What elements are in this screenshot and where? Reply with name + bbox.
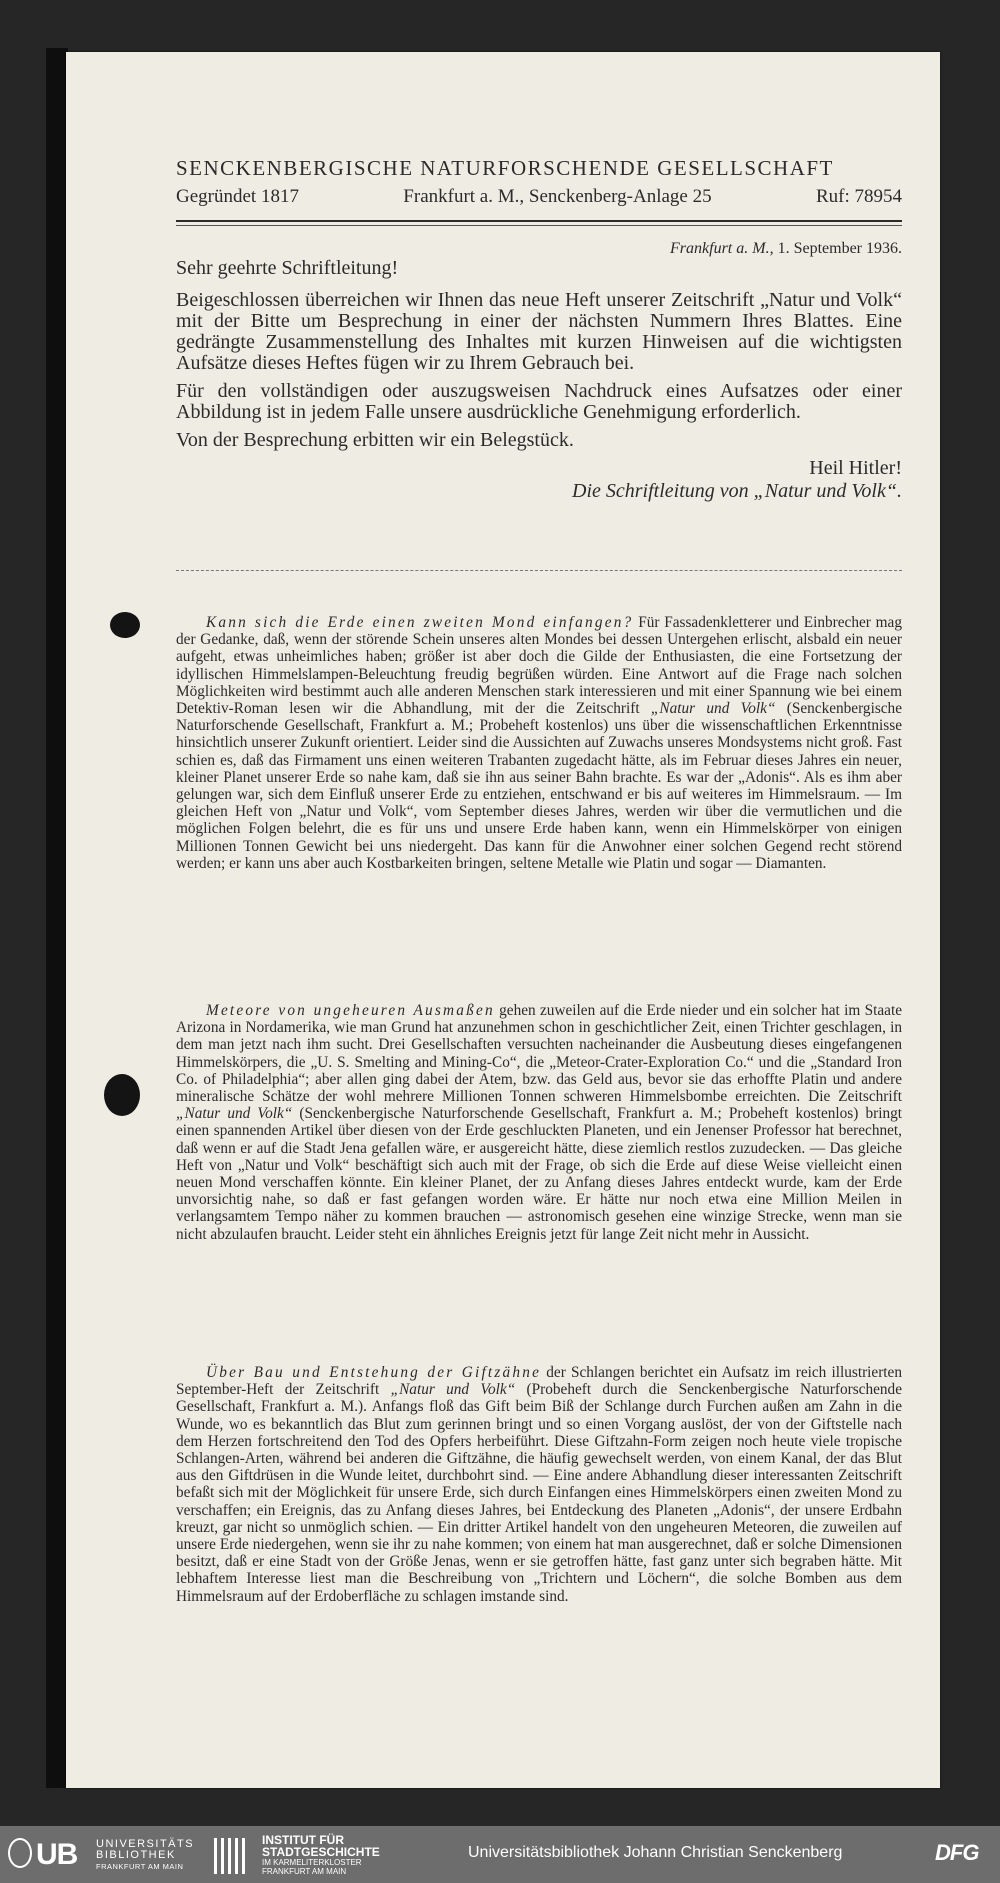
ub-name-line: UNIVERSITÄTS	[96, 1838, 195, 1850]
article-lead: Meteore von ungeheuren Ausmaßen	[206, 1002, 495, 1019]
dfg-logo[interactable]: DFG	[935, 1840, 979, 1865]
institute-name-line: IM KARMELITERKLOSTER	[262, 1858, 362, 1867]
punch-hole	[110, 612, 140, 638]
institute-logo-icon[interactable]	[214, 1838, 250, 1874]
ub-logo[interactable]	[8, 1838, 77, 1872]
letterhead-rule-thin	[176, 225, 902, 226]
article-journal-title: „Natur und Volk“	[390, 1381, 516, 1399]
article-text: (Senckenbergische Naturforschende Gesellschaft, Frankfurt a. M.; Probeheft kostenlos) uns über die wissenschaftlichen Erkenntnisse hinsichtlich unserer Zukunft orientiert. Leider sind die Aussichten auf Zuwachs unseres Mondsystems nicht groß. Fast schien es, daß das Firmament uns einen weiteren Trabanten zugedacht hätte, als im Februar dieses Jahres ein neuer, kleiner Planet unserer Erde so nahe kam, daß sie ihn aus seiner Bahn brachte. Es war der „Adonis“. Als es ihm aber gelungen war, sich dem Einfluß unserer Erde zu entziehen, entschwand er bis auf weiteres im Himmelsraum. — Im gleichen Heft von „Natur und Volk“, vom September dieses Jahres, werden wir über die vermutlichen und die möglichen Folgen belehrt, die es für uns und unsere Erde haben kann, wenn ein Himmelskörper von einigen Millionen Tonnen Gewicht bei uns niedergeht. Das kann für die Anwohner einer solchen Gegend recht störend werden; er kann uns aber auch Kostbarkeiten bringen, seltene Metalle wie Platin und sogar — Diamanten.	[176, 700, 902, 872]
article-lead: Kann sich die Erde einen zweiten Mond einfangen?	[206, 614, 634, 631]
ub-logo-icon	[8, 1838, 32, 1868]
article	[176, 1002, 902, 1243]
signature: Die Schriftleitung von „Natur und Volk“.	[572, 480, 902, 502]
article-text: Für Fassadenkletterer und Einbrecher mag der Gedanke, daß, wenn der störende Schein unseres alten Mondes bei dessen Untergehen erlischt, alsbald ein neuer aufgeht, etwas unheimliches haben; größer ist aber doch die Gilde der Enthusiasten, die eine Fortsetzung der idyllischen Himmelslampen-Beleuchtung freudig begrüßen würden. Eine Antwort auf die Frage nach solchen Möglichkeiten wird bestimmt auch alle anderen Menschen stark interessieren und mit einer Spannung wie bei einem Detektiv-Roman lesen wir die Abhandlung, mit der die Zeitschrift	[176, 614, 902, 718]
institute-name-line: STADTGESCHICHTE	[262, 1845, 380, 1859]
ub-logo-text: UB	[36, 1838, 78, 1871]
article-text: (Probeheft durch die Senckenbergische Naturforschende Gesellschaft, Frankfurt a. M.). Anfangs floß das Gift beim Biß der Schlange durch Furchen außen am Zahn in die Wunde, wo es bekanntlich das Blut zum gerinnen bringt und so einen Vorgang auslöst, der von der Giftstelle nach dem Herzen fortschreitend den Tod des Opfers herbeiführt. Diese Giftzahn-Form zeigen noch heute viele tropische Schlangen-Arten, während bei anderen die Giftzähne, die häufig gewechselt werden, von einem Kanal, der das Blut aus den Giftdrüsen in die Wunde leitet, durchbohrt sind. — Eine andere Abhandlung dieser interessanten Zeitschrift befaßt sich mit der Möglichkeit für unsere Erde, sich durch Einfangen eines Himmelskörpers einen zweiten Mond zu verschaffen; ein Ereignis, das zu Anfang dieses Jahres, bei Entdeckung des Planeten „Adonis“, der unsere Erdbahn kreuzt, gar nicht so unmöglich schien. — Ein dritter Artikel handelt von den ungeheuren Meteoren, die zuweilen auf unsere Erde niedergehen, wenn sie ihr zu nahe kommen; von einem hat man ausgerechnet, daß er solche Dimensionen besitzt, daß er eine Stadt von der Größe Jenas, wenn er sie getroffen hätte, fast ganz unter sich begraben hätte. Mit lebhaftem Interesse liest man die Beschreibung von „Trichtern und Löchern“, die solche Bomben aus dem Himmelsraum auf der Erdoberfläche zu schlagen imstande sind.	[176, 1381, 902, 1605]
institute-name	[262, 1834, 380, 1876]
salutation: Sehr geehrte Schriftleitung!	[176, 257, 399, 279]
letter-paragraph: Für den vollständigen oder auszugsweisen Nachdruck eines Aufsatzes oder einer Abbildung ist in jedem Falle unsere ausdrückliche Genehmigung erforderlich.	[176, 380, 902, 423]
institute-name-line: FRANKFURT AM MAIN	[262, 1867, 347, 1876]
closing: Heil Hitler!	[809, 457, 902, 479]
date-value: 1. September 1936.	[777, 240, 902, 257]
date-line	[670, 240, 902, 258]
article-text: der Schlangen berichtet ein Aufsatz im reich illustrierten September-Heft der Zeitschrift	[176, 1364, 902, 1399]
ub-name-line: BIBLIOTHEK	[96, 1849, 176, 1861]
institute-name-line: INSTITUT FÜR	[262, 1833, 344, 1847]
ub-name	[96, 1839, 194, 1872]
dashed-divider	[176, 570, 902, 571]
letter-body	[176, 258, 902, 502]
article-lead: Über Bau und Entstehung der Giftzähne	[206, 1364, 542, 1381]
letter-paragraph: Von der Besprechung erbitten wir ein Belegstück.	[176, 429, 574, 451]
page-edge-shadow	[46, 48, 68, 1788]
library-name: Universitätsbibliothek Johann Christian Senckenberg	[468, 1844, 843, 1861]
letter-paragraph: Beigeschlossen überreichen wir Ihnen das neue Heft unserer Zeitschrift „Natur und Volk“ mit der Bitte um Besprechung in einer der nächsten Nummern Ihres Blattes. Eine gedrängte Zusammenstellung des Inhaltes mit kurzen Hinweisen auf die wichtigsten Aufsätze dieses Heftes fügen wir zu Ihrem Gebrauch bei.	[176, 289, 902, 374]
article-text: gehen zuweilen auf die Erde nieder und ein solcher hat im Staate Arizona in Nordamerika, wie man Grund hat anzunehmen schon in geschichtlicher Zeit, einen Trichter geschlagen, in dem man jetzt nach ihm sucht. Drei Gesellschaften versuchten nacheinander die Ausbeutung dieses eingefangenen Himmelskörpers, die „U. S. Smelting and Mining-Co“, die „Meteor-Crater-Exploration Co.“ und die „Standard Iron Co. of Philadelphia“; aber allen ging dabei der Atem, bzw. das Geld aus, bevor sie das erhoffte Platin und andere mineralische Schätze der wohl mehrere Millionen Tonnen schweren Himmelsbombe erreichten. Die Zeitschrift	[176, 1002, 902, 1106]
date-place: Frankfurt a. M.,	[670, 240, 774, 257]
organization-details	[176, 186, 902, 208]
letterhead-rule	[176, 220, 902, 222]
ub-name-line: FRANKFURT AM MAIN	[96, 1862, 184, 1871]
article-journal-title: „Natur und Volk“	[650, 700, 776, 718]
letter-page	[66, 52, 940, 1788]
article	[176, 1364, 902, 1605]
article-text: (Senckenbergische Naturforschende Gesellschaft, Frankfurt a. M.; Probeheft kostenlos) bringt einen spannenden Artikel über diesen von der Erde geschluckten Planeten, und ein Jenenser Professor hat berechnet, daß wenn er auf die Stadt Jena gefallen wäre, er ausgereicht hätte, diese ziemlich restlos zuzudecken. — Das gleiche Heft von „Natur und Volk“ beschäftigt sich auch mit der Frage, ob sich die Erde auf diese Weise vielleicht einen neuen Mond verschaffen könnte. Ein kleiner Planet, der zu Anfang dieses Jahres entdeckt wurde, kam der Erde unvorsichtig nahe, so daß er fast gefangen worden wäre. Er hätte nur noch etwa eine Million Meilen in verlangsamtem Tempo näher zu kommen brauchen — astronomisch gesehen eine winzige Strecke, wenn man sie nicht abzulaufen braucht. Leider steht ein ähnliches Ereignis jetzt für lange Zeit nicht mehr in Aussicht.	[176, 1105, 902, 1243]
viewer-footer	[0, 1826, 1000, 1883]
founded-text: Gegründet 1817	[176, 186, 299, 207]
address-text: Frankfurt a. M., Senckenberg-Anlage 25	[403, 186, 712, 207]
phone-text: Ruf: 78954	[815, 186, 902, 207]
organization-name: SENCKENBERGISCHE NATURFORSCHENDE GESELLSCHAFT	[176, 156, 834, 180]
punch-hole	[104, 1074, 140, 1116]
article-journal-title: „Natur und Volk“	[176, 1105, 293, 1123]
article	[176, 614, 902, 872]
